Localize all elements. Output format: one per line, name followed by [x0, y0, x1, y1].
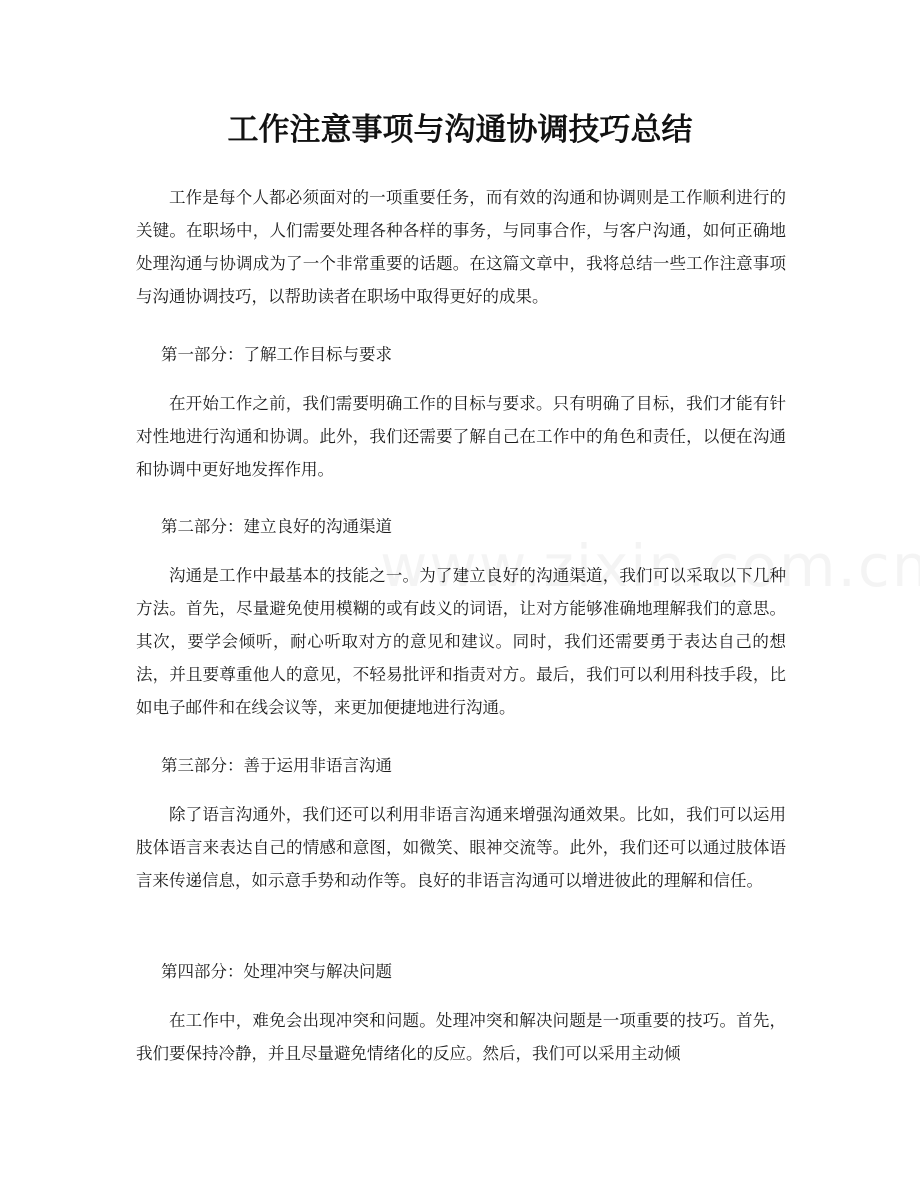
section-body-1: 在开始工作之前，我们需要明确工作的目标与要求。只有明确了目标，我们才能有针对性地进行沟通和协调。此外，我们还需要了解自己在工作中的角色和责任，以便在沟通和协调中更好地发挥作用。	[136, 394, 786, 479]
section-body-3: 除了语言沟通外，我们还可以利用非语言沟通来增强沟通效果。比如，我们可以运用肢体语言来表达自己的情感和意图，如微笑、眼神交流等。此外，我们还可以通过肢体语言来传递信息，如示意手势和动作等。良好的非语言沟通可以增进彼此的理解和信任。	[136, 805, 786, 890]
section-heading-4: 第四部分：处理冲突与解决问题	[161, 962, 392, 981]
section-heading-3: 第三部分：善于运用非语言沟通	[161, 756, 392, 775]
section-heading-1: 第一部分：了解工作目标与要求	[161, 345, 392, 364]
section-body-4: 在工作中，难免会出现冲突和问题。处理冲突和解决问题是一项重要的技巧。首先，我们要保持冷静，并且尽量避免情绪化的反应。然后，我们可以采用主动倾	[136, 1011, 786, 1063]
intro-paragraph: 工作是每个人都必须面对的一项重要任务，而有效的沟通和协调则是工作顺利进行的关键。在职场中，人们需要处理各种各样的事务，与同事合作，与客户沟通，如何正确地处理沟通与协调成为了一个非常重要的话题。在这篇文章中，我将总结一些工作注意事项与沟通协调技巧，以帮助读者在职场中取得更好的成果。	[136, 188, 786, 306]
section-body-2: 沟通是工作中最基本的技能之一。为了建立良好的沟通渠道，我们可以采取以下几种方法。首先，尽量避免使用模糊的或有歧义的词语，让对方能够准确地理解我们的意思。其次，要学会倾听，耐心听取对方的意见和建议。同时，我们还需要勇于表达自己的想法，并且要尊重他人的意见，不轻易批评和指责对方。最后，我们可以利用科技手段，比如电子邮件和在线会议等，来更加便捷地进行沟通。	[136, 566, 786, 717]
document-title: 工作注意事项与沟通协调技巧总结	[227, 112, 693, 148]
section-heading-2: 第二部分：建立良好的沟通渠道	[161, 517, 392, 536]
